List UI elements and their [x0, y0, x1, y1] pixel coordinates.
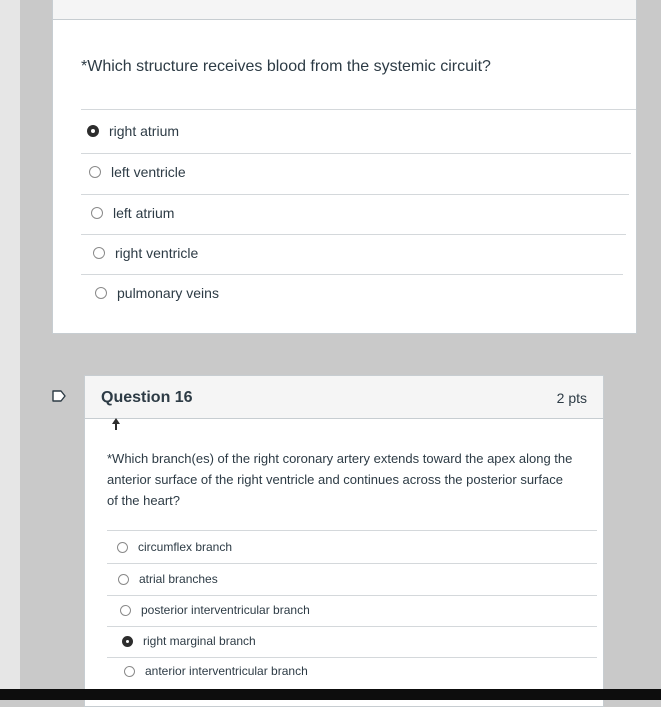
- answer-option-left-atrium[interactable]: [91, 205, 174, 221]
- divider: [81, 109, 636, 110]
- question-points: 2 pts: [556, 390, 587, 406]
- radio-icon[interactable]: [91, 207, 103, 219]
- radio-icon[interactable]: [95, 287, 107, 299]
- question-16-header: [85, 376, 603, 419]
- answer-option-right-ventricle[interactable]: [93, 245, 198, 261]
- answer-option-right-marginal-branch[interactable]: [122, 634, 256, 648]
- answer-label: left ventricle: [111, 164, 186, 180]
- radio-icon[interactable]: [117, 542, 128, 553]
- answer-option-circumflex-branch[interactable]: [117, 540, 232, 554]
- question-title: Question 16: [101, 389, 193, 406]
- answer-label: posterior interventricular branch: [141, 603, 310, 617]
- divider: [107, 595, 597, 596]
- question-15-card: [52, 0, 637, 334]
- radio-selected-icon[interactable]: [122, 636, 133, 647]
- divider: [81, 234, 626, 235]
- answer-option-atrial-branches[interactable]: [118, 572, 218, 586]
- divider: [107, 530, 597, 531]
- answer-option-left-ventricle[interactable]: [89, 164, 186, 180]
- answer-label: anterior interventricular branch: [145, 664, 308, 678]
- answer-label: right atrium: [109, 123, 180, 139]
- divider: [107, 657, 597, 658]
- radio-selected-icon[interactable]: [87, 125, 99, 137]
- radio-icon[interactable]: [124, 666, 135, 677]
- answer-label: left atrium: [113, 205, 175, 221]
- answer-label: circumflex branch: [138, 540, 233, 554]
- radio-icon[interactable]: [89, 166, 101, 178]
- divider: [107, 626, 597, 627]
- radio-icon[interactable]: [118, 574, 129, 585]
- cursor-icon: [110, 417, 122, 431]
- question-15-text: *Which structure receives blood from the systemic circuit?: [81, 58, 491, 75]
- answer-label: right ventricle: [115, 245, 199, 261]
- answer-label: pulmonary veins: [117, 285, 219, 301]
- question-16-text: *Which branch(es) of the right coronary artery extends toward the apex along the anterior surface of the right ventricle and continues across the posterior surface of the heart?: [107, 451, 573, 508]
- answer-option-right-atrium[interactable]: [87, 123, 179, 139]
- answer-option-anterior-interventricular-branch[interactable]: [124, 664, 308, 678]
- divider: [81, 194, 629, 195]
- divider: [81, 153, 631, 154]
- flag-icon[interactable]: [52, 390, 66, 402]
- radio-icon[interactable]: [120, 605, 131, 616]
- question-15-header: [53, 0, 636, 20]
- divider: [81, 274, 623, 275]
- radio-icon[interactable]: [93, 247, 105, 259]
- answer-option-posterior-interventricular-branch[interactable]: [120, 603, 310, 617]
- question-16-card: [84, 375, 604, 707]
- answer-label: right marginal branch: [143, 634, 256, 648]
- divider: [107, 563, 597, 564]
- page-left-margin: [0, 0, 20, 700]
- answer-label: atrial branches: [139, 572, 218, 586]
- bottom-bar: [0, 689, 661, 700]
- answer-option-pulmonary-veins[interactable]: [95, 285, 219, 301]
